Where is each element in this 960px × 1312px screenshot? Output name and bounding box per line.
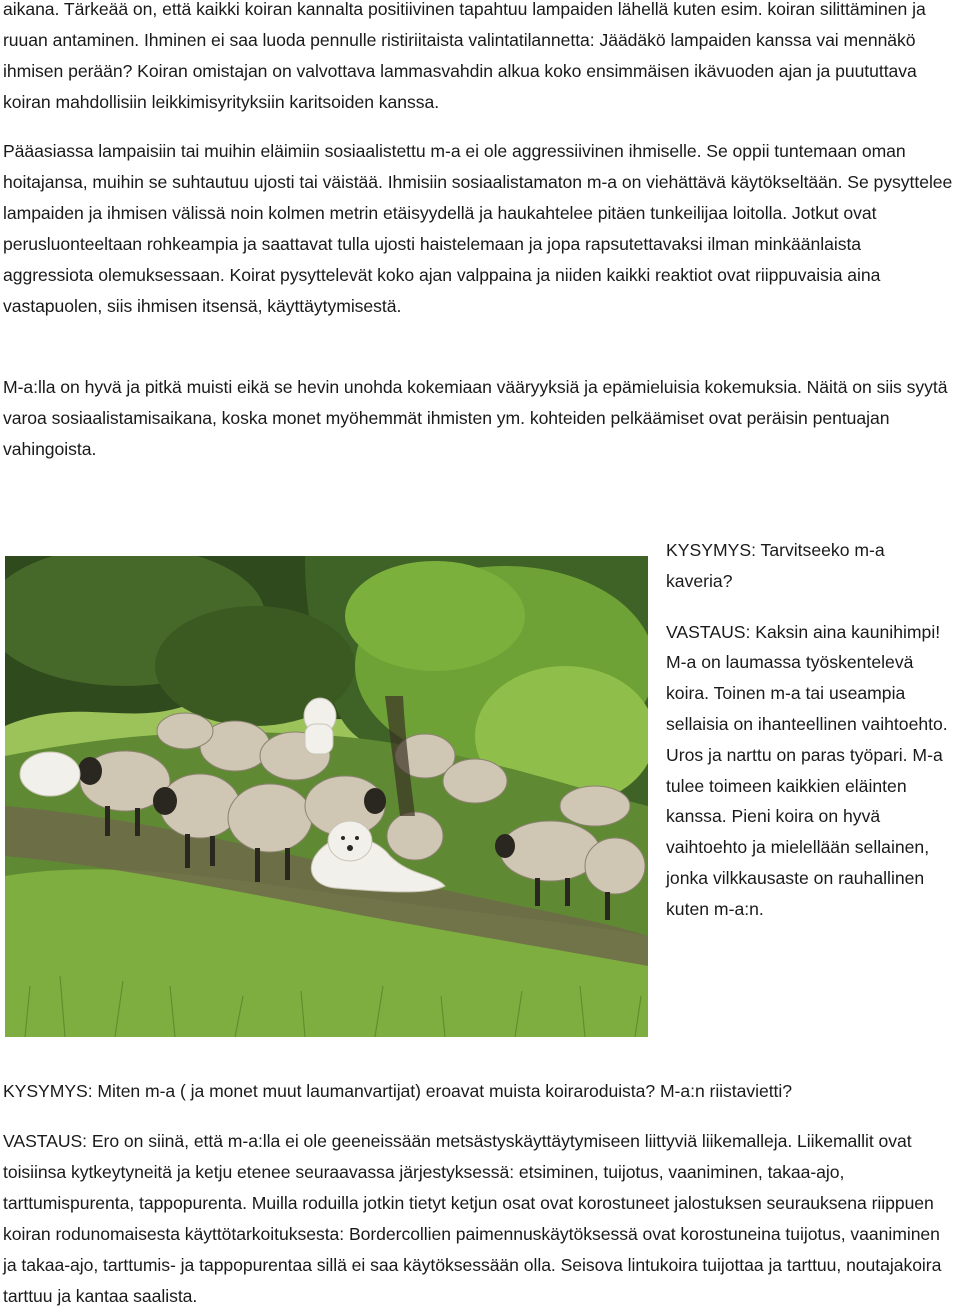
sidebar-qa: [666, 535, 956, 945]
answer-hunting-instinct: VASTAUS: Ero on siinä, että m-a:lla ei ole geeneissään metsästyskäyttäytymiseen liittyviä liikemalleja. Liikemallit ovat toisiinsa kytkeytyneitä ja ketju etenee seuraavassa järjestyksessä: etsiminen, tuijotus, vaaniminen, takaa-ajo, tarttumispurenta, tappopurenta. Muilla roduilla jotkin tietyt ketjun osat ovat korostuneet jalostuksen seurauksena riippuen koiran rodunomaisesta käyttötarkoituksesta: Bordercollien paimennuskäytöksessä ovat korostuneina tuijotus, vaaniminen ja takaa-ajo, tarttumis- ja tappopurentaa sillä ei saa käytöksessään olla. Seisova lintukoira tuijottaa ja tarttuu, noutajakoira tarttuu ja kantaa saalista.: [3, 1131, 942, 1306]
question-hunting-instinct: KYSYMYS: Miten m-a ( ja monet muut laumanvartijat) eroavat muista koiraroduista? M-a:n riistavietti?: [3, 1081, 792, 1101]
paragraph-behaviour: Pääasiassa lampaisiin tai muihin eläimiin sosiaalistettu m-a ei ole aggressiivinen ihmiselle. Se oppii tuntemaan oman hoitajansa, muihin se suhtautuu ujosti tai väistää. Ihmisiin sosiaalistamaton m-a on viehättävä käytökseltään. Se pysyttelee lampaiden ja ihmisen välissä noin kolmen metrin etäisyydellä ja haukahtelee pitäen tunkeilijaa loitolla. Jotkut ovat perusluonteeltaan rohkeampia ja saattavat tulla ujosti haistelemaan ja jopa rapsutettavaksi ilman minkäänlaista aggressiota olemuksessaan. Koirat pysyttelevät koko ajan valppaina ja niiden kaikki reaktiot ovat riippuvaisia aina vastapuolen, siis ihmisen itsensä, käyttäytymisestä.: [3, 141, 953, 316]
sidebar-answer: VASTAUS: Kaksin aina kaunihimpi! M-a on laumassa työskentelevä koira. Toinen m-a tai useampia sellaisia on ihanteellinen vaihtoehto. Uros ja narttu on paras työpari. M-a tulee toimeen kaikkien eläinten kanssa. Pieni koira on hyvä vaihtoehto ja mielellään sellainen, jonka vilkkausaste on rauhallinen kuten m-a:n.: [666, 621, 948, 919]
sheep-and-dogs-photo: [5, 556, 648, 1037]
sidebar-question: KYSYMYS: Tarvitseeko m-a kaveria?: [666, 540, 885, 591]
paragraph-socialization-intro: aikana. Tärkeää on, että kaikki koiran kannalta positiivinen tapahtuu lampaiden lähellä kuten esim. koiran silittäminen ja ruuan antaminen. Ihminen ei saa luoda pennulle ristiriitaista valintatilannetta: Jäädäkö lampaiden kanssa vai mennäkö ihmisen perään? Koiran omistajan on valvottava lammasvahdin alkua koko ensimmäisen ikävuoden ajan ja puututtava koiran mahdollisiin leikkimisyrityksiin karitsoiden kanssa.: [3, 0, 926, 112]
paragraph-memory: M-a:lla on hyvä ja pitkä muisti eikä se hevin unohda kokemiaan vääryyksiä ja epämieluisia kokemuksia. Näitä on siis syytä varoa sosiaalistamisaikana, koska monet myöhemmät ihmisten ym. kohteiden pelkäämiset ovat peräisin pentuajan vahingoista.: [3, 377, 948, 459]
